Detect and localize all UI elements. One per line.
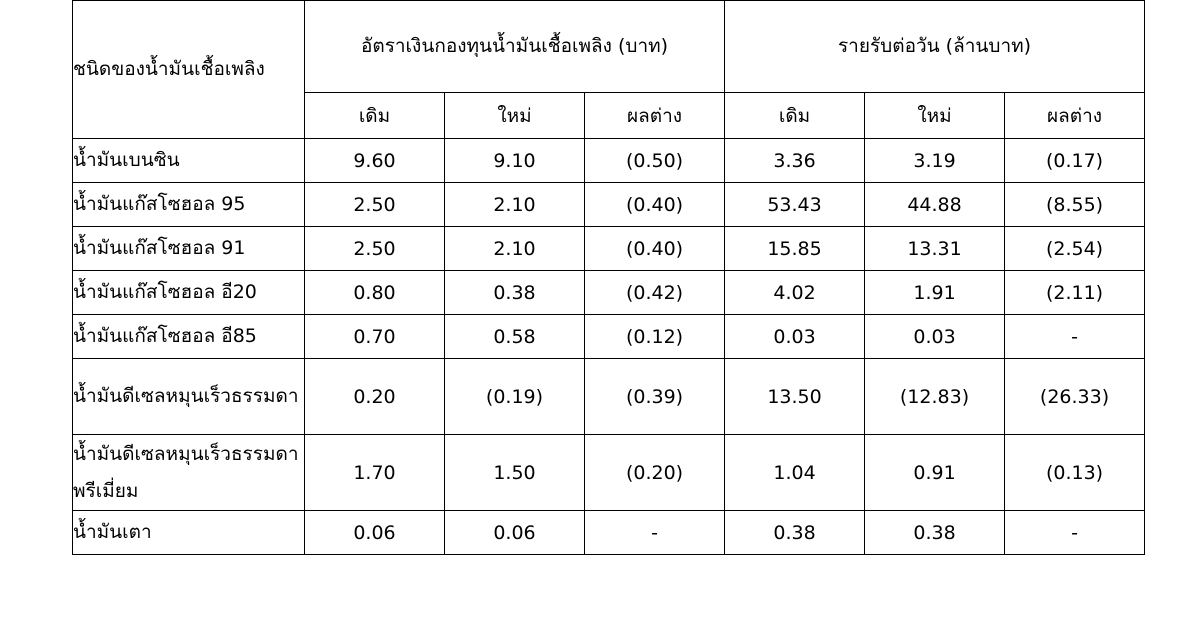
- cell-income-new: 0.03: [865, 315, 1005, 359]
- cell-income-diff: (26.33): [1005, 359, 1145, 435]
- table-row: [73, 435, 1145, 511]
- cell-income-new: (12.83): [865, 359, 1005, 435]
- cell-income-diff: -: [1005, 315, 1145, 359]
- cell-fuel-type: น้ำมันแก๊สโซฮอล อี20: [73, 271, 305, 315]
- header-income-diff: ผลต่าง: [1005, 93, 1145, 139]
- header-income-new: ใหม่: [865, 93, 1005, 139]
- cell-rate-diff: (0.40): [585, 227, 725, 271]
- cell-fuel-type: น้ำมันเตา: [73, 511, 305, 555]
- cell-income-diff: (8.55): [1005, 183, 1145, 227]
- table-row: [73, 511, 1145, 555]
- cell-income-old: 53.43: [725, 183, 865, 227]
- cell-rate-diff: -: [585, 511, 725, 555]
- cell-rate-new: 0.58: [445, 315, 585, 359]
- table-row: [73, 359, 1145, 435]
- header-group-fund-rate: อัตราเงินกองทุนน้ำมันเชื้อเพลิง (บาท): [305, 1, 725, 93]
- cell-income-new: 13.31: [865, 227, 1005, 271]
- cell-income-new: 44.88: [865, 183, 1005, 227]
- cell-income-old: 0.38: [725, 511, 865, 555]
- cell-income-old: 4.02: [725, 271, 865, 315]
- cell-income-new: 3.19: [865, 139, 1005, 183]
- cell-income-old: 0.03: [725, 315, 865, 359]
- table-header: [73, 1, 1145, 139]
- cell-rate-old: 0.80: [305, 271, 445, 315]
- header-income-old: เดิม: [725, 93, 865, 139]
- cell-rate-old: 0.20: [305, 359, 445, 435]
- cell-fuel-type: น้ำมันดีเซลหมุนเร็วธรรมดา พรีเมี่ยม: [73, 435, 305, 511]
- cell-rate-new: (0.19): [445, 359, 585, 435]
- cell-rate-old: 9.60: [305, 139, 445, 183]
- cell-income-old: 15.85: [725, 227, 865, 271]
- header-rate-diff: ผลต่าง: [585, 93, 725, 139]
- table-row: [73, 315, 1145, 359]
- header-rate-old: เดิม: [305, 93, 445, 139]
- cell-fuel-type: น้ำมันแก๊สโซฮอล อี85: [73, 315, 305, 359]
- cell-rate-old: 0.06: [305, 511, 445, 555]
- cell-rate-diff: (0.12): [585, 315, 725, 359]
- table-row: [73, 227, 1145, 271]
- cell-rate-new: 1.50: [445, 435, 585, 511]
- cell-income-diff: (0.13): [1005, 435, 1145, 511]
- cell-rate-new: 2.10: [445, 183, 585, 227]
- table-header-row-main: [73, 1, 1145, 93]
- cell-income-new: 1.91: [865, 271, 1005, 315]
- header-group-daily-income: รายรับต่อวัน (ล้านบาท): [725, 1, 1145, 93]
- cell-fuel-type: น้ำมันเบนซิน: [73, 139, 305, 183]
- header-fuel-type: ชนิดของน้ำมันเชื้อเพลิง: [73, 1, 305, 139]
- cell-rate-old: 2.50: [305, 227, 445, 271]
- cell-fuel-type: น้ำมันดีเซลหมุนเร็วธรรมดา: [73, 359, 305, 435]
- table-body: [73, 139, 1145, 555]
- table-row: [73, 271, 1145, 315]
- cell-income-old: 3.36: [725, 139, 865, 183]
- cell-income-new: 0.91: [865, 435, 1005, 511]
- cell-rate-diff: (0.20): [585, 435, 725, 511]
- cell-income-diff: (2.54): [1005, 227, 1145, 271]
- cell-income-old: 13.50: [725, 359, 865, 435]
- cell-income-diff: -: [1005, 511, 1145, 555]
- fuel-fund-table: [72, 0, 1145, 555]
- cell-fuel-type: น้ำมันแก๊สโซฮอล 91: [73, 227, 305, 271]
- cell-income-diff: (2.11): [1005, 271, 1145, 315]
- cell-rate-new: 0.38: [445, 271, 585, 315]
- cell-rate-diff: (0.39): [585, 359, 725, 435]
- cell-income-diff: (0.17): [1005, 139, 1145, 183]
- cell-income-new: 0.38: [865, 511, 1005, 555]
- cell-fuel-type: น้ำมันแก๊สโซฮอล 95: [73, 183, 305, 227]
- table-row: [73, 139, 1145, 183]
- cell-rate-new: 2.10: [445, 227, 585, 271]
- cell-rate-new: 0.06: [445, 511, 585, 555]
- cell-rate-diff: (0.40): [585, 183, 725, 227]
- header-rate-new: ใหม่: [445, 93, 585, 139]
- cell-rate-old: 0.70: [305, 315, 445, 359]
- cell-rate-diff: (0.42): [585, 271, 725, 315]
- cell-rate-new: 9.10: [445, 139, 585, 183]
- fuel-fund-table-container: [72, 0, 1144, 555]
- table-row: [73, 183, 1145, 227]
- cell-rate-old: 2.50: [305, 183, 445, 227]
- cell-rate-diff: (0.50): [585, 139, 725, 183]
- cell-income-old: 1.04: [725, 435, 865, 511]
- cell-rate-old: 1.70: [305, 435, 445, 511]
